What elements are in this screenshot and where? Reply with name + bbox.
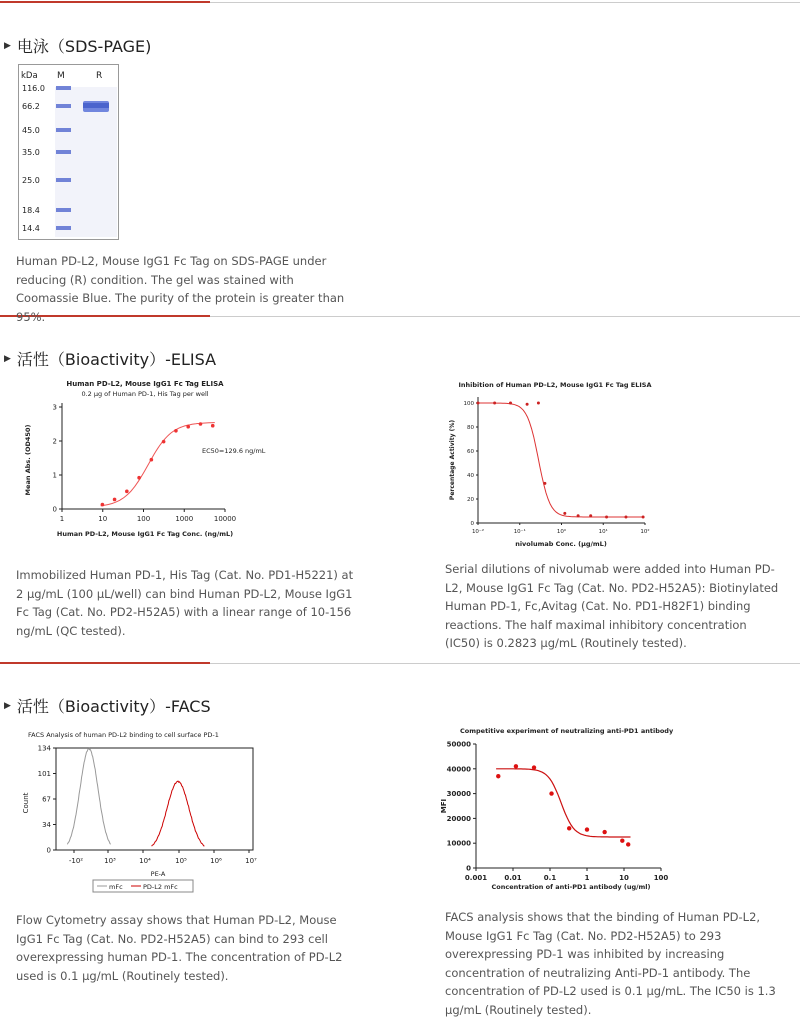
section-divider-facs (0, 663, 800, 664)
gel-marker-label: 25.0 (22, 176, 40, 185)
data-point (477, 402, 480, 405)
gel-lane-m-label: M (57, 71, 65, 81)
section-title-facs (4, 694, 211, 717)
caption-facs-histogram: Flow Cytometry assay shows that Human PD-L2, Mouse IgG1 Fc Tag (Cat. No. PD2-H52A5) can bind to 293 cell overexpressing human PD-1. The concentration of PD-L2 used is 0.1 μg/mL (Routinely tested). (16, 913, 343, 983)
gel-marker-label: 116.0 (22, 84, 45, 93)
histogram-pd-l2-mfc (152, 781, 205, 846)
gel-marker-label: 18.4 (22, 206, 40, 215)
data-point (537, 402, 540, 405)
y-axis-label: Mean Abs. (OD450) (24, 424, 32, 496)
y-tick-label: 0 (46, 846, 51, 855)
caption-facs-competition: FACS analysis shows that the binding of Human PD-L2, Mouse IgG1 Fc Tag (Cat. No. PD2-H52A5) to 293 overexpressing PD-1 was inhibited by increasing concentration of neutralizing Anti-PD-1 antibody. The concentration of PD-L2 used is 0.1 μg/mL. The IC50 is 1.3 μg/mL (Routinely tested). (445, 910, 776, 1017)
fit-curve (478, 403, 643, 517)
y-tick-label: 50000 (446, 740, 471, 749)
sds-page-gel (18, 64, 119, 240)
x-tick-label: 10¹ (598, 529, 608, 535)
y-tick-label: 100 (463, 401, 474, 407)
x-tick-label: 1000 (175, 515, 194, 523)
x-tick-label: 10⁴ (139, 857, 151, 865)
gel-marker-band (56, 226, 71, 230)
bullet-triangle-icon: ▶ (4, 700, 11, 711)
x-tick-label: 10⁻¹ (513, 529, 526, 535)
y-tick-label: 0 (470, 521, 474, 527)
data-point (589, 514, 592, 517)
y-tick-label: 0 (52, 505, 57, 514)
y-axis-label: Percentage Activity (%) (449, 419, 456, 501)
y-tick-label: 34 (42, 821, 51, 829)
data-point (620, 839, 624, 843)
data-point (563, 512, 566, 515)
data-point (605, 516, 608, 519)
data-point (101, 503, 105, 507)
y-axis-label: Count (22, 792, 30, 814)
chart-title: FACS Analysis of human PD-L2 binding to cell surface PD-1 (28, 731, 219, 739)
x-tick-label: 0.01 (504, 874, 522, 882)
y-tick-label: 60 (467, 449, 474, 455)
x-axis-label: nivolumab Conc. (μg/mL) (515, 540, 607, 548)
data-point (526, 403, 529, 406)
x-tick-label: 100 (653, 874, 669, 882)
data-point (585, 827, 589, 831)
data-point (137, 476, 141, 480)
plot-frame (56, 748, 253, 850)
data-point (642, 516, 645, 519)
x-tick-label: 10⁵ (175, 857, 187, 865)
chart-elisa-binding (20, 375, 270, 545)
x-tick-label: 10 (619, 874, 629, 882)
gel-marker-band (56, 128, 71, 132)
x-tick-label: 10⁰ (556, 529, 567, 535)
x-axis-label: Human PD-L2, Mouse IgG1 Fc Tag Conc. (ng/mL) (56, 530, 234, 538)
data-point (496, 774, 500, 778)
data-point (493, 402, 496, 405)
legend-label-mfc: mFc (109, 883, 123, 891)
section-title-sds (4, 34, 151, 57)
chart-facs-histogram (18, 728, 278, 898)
caption-elisa-inhibition: Serial dilutions of nivolumab were added into Human PD-L2, Mouse IgG1 Fc Tag (Cat. No. PD2-H52A5): Biotinylated Human PD-1, Fc,Avitag (Cat. No. PD1-H82F1) binding reactions. The half maximal inhibitory concentration (IC50) is 0.2823 μg/mL (Routinely tested). (445, 562, 779, 650)
data-point (602, 830, 606, 834)
data-point (174, 429, 178, 433)
x-tick-label: 10000 (213, 515, 237, 523)
bullet-triangle-icon: ▶ (4, 40, 11, 51)
x-tick-label: 10⁶ (210, 857, 222, 865)
chart-title: Competitive experiment of neutralizing anti-PD1 antibody (460, 727, 674, 735)
y-axis-label: MFI (440, 798, 448, 814)
x-tick-label: 100 (136, 515, 151, 523)
y-tick-label: 0 (466, 864, 471, 873)
data-point (199, 422, 203, 426)
data-point (532, 765, 536, 769)
legend-label-pd-l2-mfc: PD-L2 mFc (143, 883, 178, 891)
chart-elisa-inhibition (440, 375, 670, 555)
y-tick-label: 30000 (446, 790, 471, 799)
y-tick-label: 101 (37, 770, 51, 778)
y-tick-label: 2 (52, 437, 57, 446)
gel-marker-label: 14.4 (22, 224, 40, 233)
section-title-elisa-text: 活性（Bioactivity）-ELISA (16, 350, 217, 369)
data-point (125, 490, 129, 494)
x-tick-label: -10² (68, 857, 84, 865)
gel-lane-r-label: R (96, 71, 103, 81)
y-tick-label: 134 (37, 744, 51, 753)
fit-curve (101, 423, 215, 506)
gel-unit-label: kDa (21, 71, 38, 81)
gel-marker-band (56, 178, 71, 182)
data-point (543, 482, 546, 485)
data-point (211, 424, 215, 428)
y-tick-label: 20 (467, 497, 474, 503)
chart-subtitle: 0.2 μg of Human PD-1, His Tag per well (81, 390, 209, 398)
data-point (577, 514, 580, 517)
section-title-elisa (4, 347, 216, 370)
data-point (186, 425, 190, 429)
x-tick-label: 1 (59, 515, 65, 523)
x-tick-label: 10³ (104, 857, 116, 865)
gel-image (19, 65, 120, 241)
gel-marker-label: 66.2 (22, 102, 40, 111)
y-tick-label: 10000 (446, 839, 471, 848)
y-tick-label: 1 (52, 471, 57, 480)
y-tick-label: 40 (467, 473, 474, 479)
histogram-mfc (67, 748, 110, 844)
y-tick-label: 67 (42, 795, 51, 804)
x-tick-label: 10² (640, 529, 650, 535)
gel-marker-band (56, 104, 71, 108)
data-point (150, 458, 154, 462)
x-tick-label: 0.1 (543, 874, 557, 882)
section-title-sds-text: 电泳（SDS-PAGE) (16, 37, 152, 56)
fit-curve (496, 769, 630, 837)
gel-marker-band (56, 86, 71, 90)
gel-marker-label: 45.0 (22, 126, 40, 135)
x-axis-label: PE-A (150, 870, 166, 878)
gel-marker-band (56, 208, 71, 212)
data-point (624, 516, 627, 519)
x-tick-label: 0.001 (464, 874, 488, 882)
data-point (549, 791, 553, 795)
top-divider (0, 2, 800, 3)
y-tick-label: 80 (467, 425, 474, 431)
data-point (514, 764, 518, 768)
data-point (626, 842, 630, 846)
y-tick-label: 3 (52, 403, 57, 412)
chart-title: Human PD-L2, Mouse IgG1 Fc Tag ELISA (66, 380, 224, 388)
y-tick-label: 40000 (446, 765, 471, 774)
ec50-annotation: EC50=129.6 ng/mL (202, 447, 266, 455)
data-point (567, 826, 571, 830)
caption-sds: Human PD-L2, Mouse IgG1 Fc Tag on SDS-PAGE under reducing (R) condition. The gel was stained with Coomassie Blue. The purity of the protein is greater than 95%. (16, 254, 345, 324)
caption-elisa-binding: Immobilized Human PD-1, His Tag (Cat. No. PD1-H5221) at 2 μg/mL (100 μL/well) can bind Human PD-L2, Mouse IgG1 Fc Tag (Cat. No. PD2-H52A5) with a linear range of 10-156 ng/mL (QC tested). (16, 568, 354, 638)
x-tick-label: 10⁻² (471, 529, 485, 535)
x-tick-label: 10⁷ (245, 857, 257, 865)
y-tick-label: 20000 (446, 814, 471, 823)
gel-sample-band-core (83, 103, 109, 108)
section-title-facs-text: 活性（Bioactivity）-FACS (16, 697, 211, 716)
gel-marker-label: 35.0 (22, 148, 40, 157)
data-point (509, 402, 512, 405)
x-tick-label: 10 (98, 515, 108, 523)
x-axis-label: Concentration of anti-PD1 antibody (ug/ml) (491, 883, 651, 891)
data-point (162, 440, 166, 444)
x-tick-label: 1 (584, 874, 590, 882)
bullet-triangle-icon: ▶ (4, 353, 11, 364)
data-point (113, 498, 117, 502)
gel-marker-band (56, 150, 71, 154)
chart-title: Inhibition of Human PD-L2, Mouse IgG1 Fc Tag ELISA (458, 381, 652, 389)
chart-facs-competition (436, 722, 676, 897)
